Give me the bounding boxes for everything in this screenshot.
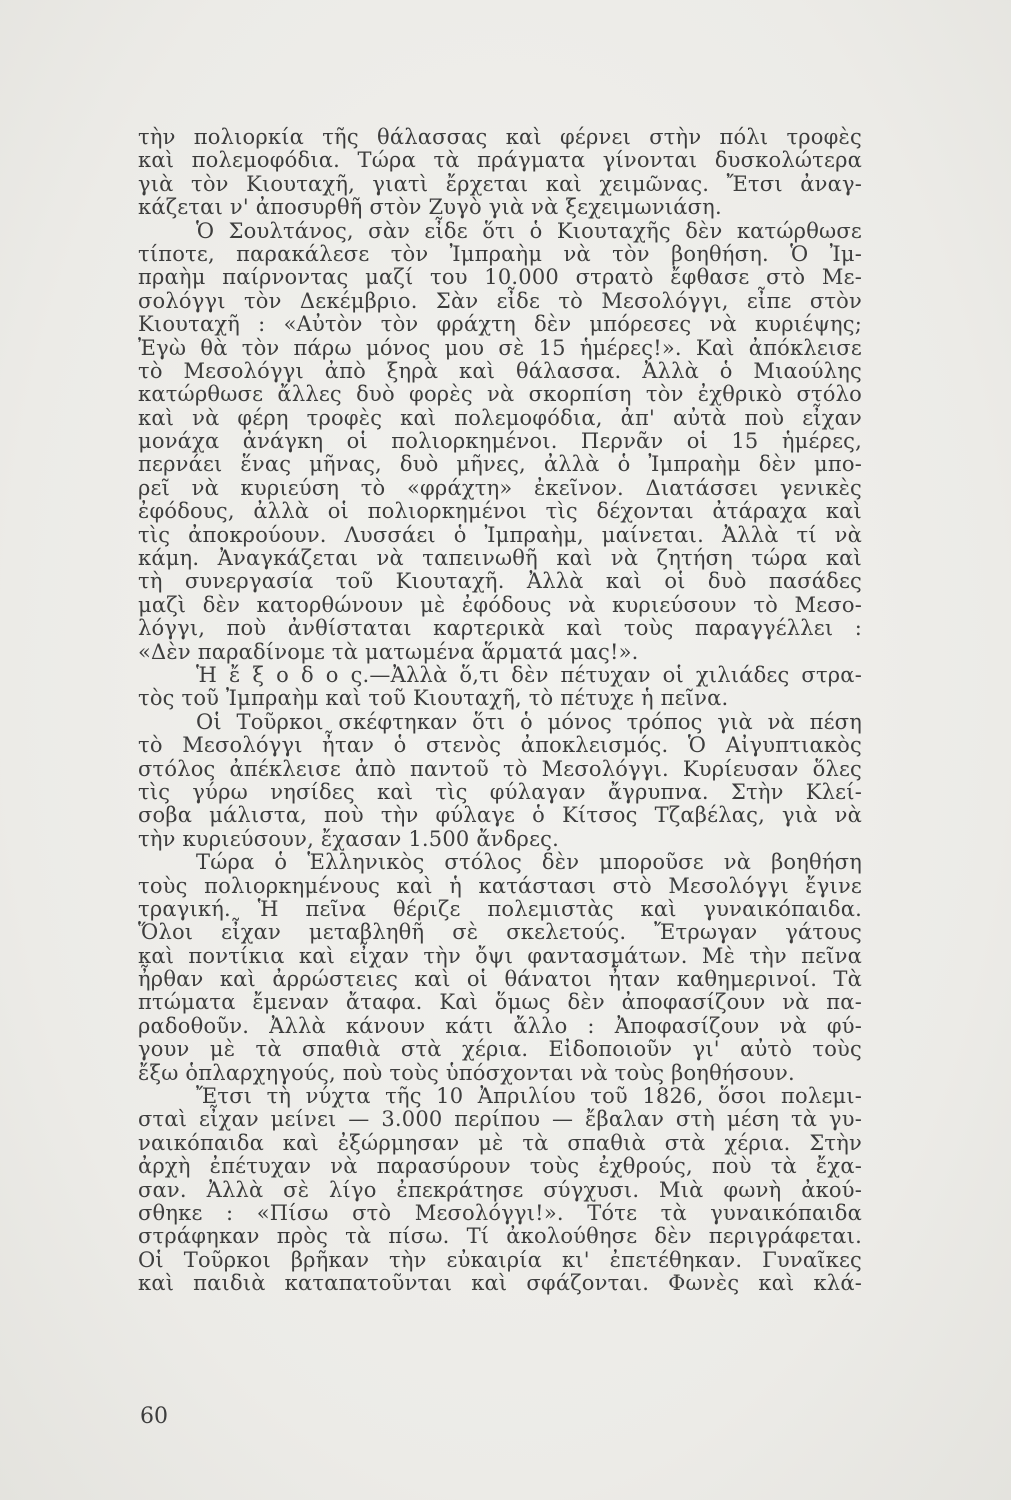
text-line: σολόγγι τὸν Δεκέμβριο. Σὰν εἶδε τὸ Μεσολόγγι, εἶπε στὸν — [138, 288, 862, 313]
text-line: κάζεται ν' ἀποσυρθῆ στὸν Ζυγὸ γιὰ νὰ ξεχειμωνιάση. — [138, 195, 722, 220]
text-line: μονάχα ἀνάγκη οἱ πολιορκημένοι. Περνᾶν οἱ 15 ἡμέρες, — [138, 429, 862, 454]
text-line: ναικόπαιδα καὶ ἐξώρμησαν μὲ τὰ σπαθιὰ στὰ χέρια. Στὴν — [138, 1130, 862, 1155]
text-line: Τώρα ὁ Ἑλληνικὸς στόλος δὲν μποροῦσε νὰ βοηθήση — [196, 850, 862, 875]
text-line: σαν. Ἀλλὰ σὲ λίγο ἐπεκράτησε σύγχυσι. Μιὰ φωνὴ ἀκού- — [138, 1177, 862, 1202]
text-line: καὶ παιδιὰ καταπατοῦνται καὶ σφάζονται. Φωνὲς καὶ κλά- — [138, 1271, 862, 1296]
text-line: καὶ πολεμοφόδια. Τώρα τὰ πράγματα γίνονται δυσκολώτερα — [138, 148, 862, 173]
text-line: Οἱ Τοῦρκοι βρῆκαν τὴν εὐκαιρία κι' ἐπετέθηκαν. Γυναῖκες — [138, 1247, 862, 1272]
text-line: ραδοθοῦν. Ἀλλὰ κάνουν κάτι ἄλλο : Ἀποφασίζουν νὰ φύ- — [138, 1013, 862, 1038]
text-line: πτώματα ἔμεναν ἄταφα. Καὶ ὅμως δὲν ἀποφασίζουν νὰ πα- — [138, 990, 862, 1015]
text-line: τὴν πολιορκία τῆς θάλασσας καὶ φέρνει στὴν πόλι τροφὲς — [138, 125, 862, 149]
text-line: σοβα μάλιστα, ποὺ τὴν φύλαγε ὁ Κίτσος Τζαβέλας, γιὰ νὰ — [138, 803, 862, 828]
text-line: σταὶ εἶχαν μείνει — 3.000 περίπου — ἔβαλαν στὴ μέση τὰ γυ- — [138, 1107, 862, 1132]
text-line: τὶς γύρω νησίδες καὶ τὶς φύλαγαν ἄγρυπνα. Στὴν Κλεί- — [138, 779, 862, 804]
text-line: τὴ συνεργασία τοῦ Κιουταχῆ. Ἀλλὰ καὶ οἱ δυὸ πασάδες — [138, 569, 862, 594]
text-line: Κιουταχῆ : «Αὐτὸν τὸν φράχτη δὲν μπόρεσες νὰ κυριέψης; — [138, 312, 862, 337]
text-line: Ἔτσι τὴ νύχτα τῆς 10 Ἀπριλίου τοῦ 1826, ὅσοι πολεμι- — [196, 1084, 862, 1109]
text-line: Ἐγὼ θὰ τὸν πάρω μόνος μου σὲ 15 ἡμέρες!». Καὶ ἀπόκλεισε — [138, 335, 862, 360]
text-line: λόγγι, ποὺ ἀνθίσταται καρτερικὰ καὶ τοὺς παραγγέλλει : — [138, 616, 862, 641]
text-line: κάμη. Ἀναγκάζεται νὰ ταπεινωθῆ καὶ νὰ ζητήση τώρα καὶ — [138, 546, 862, 571]
text-line: ἐφόδους, ἀλλὰ οἱ πολιορκημένοι τὶς δέχονται ἀτάραχα καὶ — [138, 499, 862, 524]
text-line: τὸ Μεσολόγγι ἦταν ὁ στενὸς ἀποκλεισμός. Ὁ Αἰγυπτιακὸς — [138, 733, 862, 758]
text-line: πραὴμ παίρνοντας μαζί του 10.000 στρατὸ ἔφθασε στὸ Με- — [138, 265, 862, 290]
text-line: στράφηκαν πρὸς τὰ πίσω. Τί ἀκολούθησε δὲν περιγράφεται. — [138, 1224, 862, 1249]
text-line: στόλος ἀπέκλεισε ἀπὸ παντοῦ τὸ Μεσολόγγι. Κυρίευσαν ὅλες — [138, 756, 862, 781]
text-line: γιὰ τὸν Κιουταχῆ, γιατὶ ἔρχεται καὶ χειμῶνας. Ἔτσι ἀναγ- — [138, 171, 862, 196]
text-line: τὴν κυριεύσουν, ἔχασαν 1.500 ἄνδρες. — [138, 826, 559, 851]
text-line: σθηκε : «Πίσω στὸ Μεσολόγγι!». Τότε τὰ γυναικόπαιδα — [138, 1200, 862, 1225]
text-line: Ὁ Σουλτάνος, σὰν εἶδε ὅτι ὁ Κιουταχῆς δὲν κατώρθωσε — [196, 218, 862, 243]
text-line: ἀρχὴ ἐπέτυχαν νὰ παρασύρουν τοὺς ἐχθρούς, ποὺ τὰ ἔχα- — [138, 1154, 862, 1179]
body-text — [138, 126, 862, 1296]
text-line: γουν μὲ τὰ σπαθιὰ στὰ χέρια. Εἰδοποιοῦν γι' αὐτὸ τοὺς — [138, 1037, 862, 1062]
text-line: «Δὲν παραδίνομε τὰ ματωμένα ἅρματά μας!». — [138, 639, 639, 664]
text-line: τίποτε, παρακάλεσε τὸν Ἰμπραὴμ νὰ τὸν βοηθήση. Ὁ Ἰμ- — [138, 241, 862, 266]
text-line: μαζὶ δὲν κατορθώνουν μὲ ἐφόδους νὰ κυριεύσουν τὸ Μεσο- — [138, 592, 862, 617]
text-line: ἔξω ὁπλαρχηγούς, ποὺ τοὺς ὑπόσχονται νὰ τοὺς βοηθήσουν. — [138, 1060, 795, 1085]
text-line: τὸ Μεσολόγγι ἀπὸ ξηρὰ καὶ θάλασσα. Ἀλλὰ ὁ Μιαούλης — [138, 358, 862, 383]
text-line: τοὺς πολιορκημένους καὶ ἡ κατάστασι στὸ Μεσολόγγι ἔγινε — [138, 873, 862, 898]
text-line: Ὅλοι εἶχαν μεταβληθῆ σὲ σκελετούς. Ἔτρωγαν γάτους — [138, 920, 862, 945]
text-line: ρεῖ νὰ κυριεύση τὸ «φράχτη» ἐκεῖνον. Διατάσσει γενικὲς — [138, 475, 862, 500]
text-line: ἦρθαν καὶ ἀρρώστειες καὶ οἱ θάνατοι ἦταν καθημερινοί. Τὰ — [138, 967, 862, 992]
text-line: τὶς ἀποκρούουν. Λυσσάει ὁ Ἰμπραὴμ, μαίνεται. Ἀλλὰ τί νὰ — [138, 522, 862, 547]
text-line: καὶ ποντίκια καὶ εἶχαν τὴν ὄψι φαντασμάτων. Μὲ τὴν πεῖνα — [138, 943, 862, 968]
text-line: περνάει ἕνας μῆνας, δυὸ μῆνες, ἀλλὰ ὁ Ἰμπραὴμ δὲν μπο- — [138, 452, 862, 477]
page-number: 60 — [140, 1404, 168, 1429]
text-line: Οἱ Τοῦρκοι σκέφτηκαν ὅτι ὁ μόνος τρόπος γιὰ νὰ πέση — [196, 709, 862, 734]
text-line: Ἡ ἔ ξ ο δ ο ς.—Ἀλλὰ ὅ,τι δὲν πέτυχαν οἱ χιλιάδες στρα- — [196, 662, 862, 687]
text-line: καὶ νὰ φέρη τροφὲς καὶ πολεμοφόδια, ἀπ' αὐτὰ ποὺ εἶχαν — [138, 405, 862, 430]
text-line: τὸς τοῦ Ἰμπραὴμ καὶ τοῦ Κιουταχῆ, τὸ πέτυχε ἡ πεῖνα. — [138, 686, 729, 711]
text-line: τραγική. Ἡ πεῖνα θέριζε πολεμιστὰς καὶ γυναικόπαιδα. — [138, 896, 862, 921]
text-line: κατώρθωσε ἄλλες δυὸ φορὲς νὰ σκορπίση τὸν ἐχθρικὸ στόλο — [138, 382, 862, 407]
